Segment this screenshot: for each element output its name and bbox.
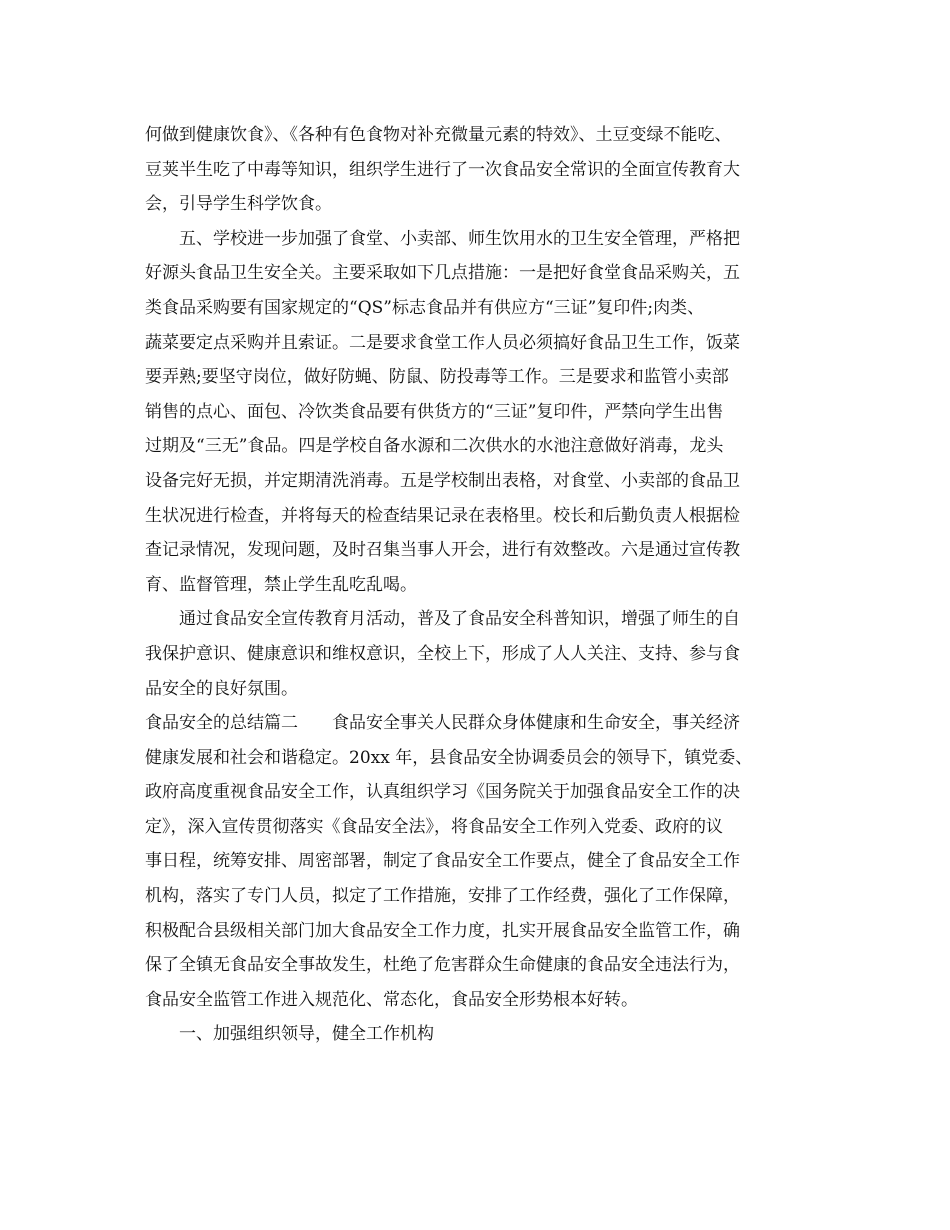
text-line-21: 定》，深入宣传贯彻落实《食品安全法》，将食品安全工作列入党委、政府的议 — [145, 816, 723, 837]
document-body — [145, 118, 810, 1052]
subsection-one-heading: 一、加强组织领导，健全工作机构 — [179, 1024, 434, 1045]
paragraph-summary-start: 通过食品安全宣传教育月活动，普及了食品安全科普知识，增强了师生的自 — [179, 609, 740, 630]
text-line-20: 政府高度重视食品安全工作，认真组织学习《国务院关于加强食品安全工作的决 — [145, 782, 740, 803]
text-line-26: 食品安全监管工作进入规范化、常态化，食品安全形势根本好转。 — [145, 989, 638, 1010]
text-line-23: 机构，落实了专门人员，拟定了工作措施，安排了工作经费，强化了工作保障， — [145, 886, 740, 907]
text-line-19: 健康发展和社会和谐稳定。20xx 年，县食品安全协调委员会的领导下，镇党委、 — [145, 747, 753, 768]
text-line-13: 查记录情况，发现问题，及时召集当事人开会，进行有效整改。六是通过宣传教 — [145, 540, 740, 561]
text-line-3: 会，引导学生科学饮食。 — [145, 194, 332, 215]
text-line-2: 豆荚半生吃了中毒等知识，组织学生进行了一次食品安全常识的全面宣传教育大 — [145, 159, 740, 180]
text-line-6: 类食品采购要有国家规定的“QS”标志食品并有供应方“三证”复印件;肉类、 — [145, 297, 705, 318]
text-line-8: 要弄熟;要坚守岗位，做好防蝇、防鼠、防投毒等工作。三是要求和监管小卖部 — [145, 367, 729, 388]
text-line-11: 设备完好无损，并定期清洗消毒。五是学校制出表格，对食堂、小卖部的食品卫 — [145, 470, 740, 491]
text-line-16: 我保护意识、健康意识和维权意识，全校上下，形成了人人关注、支持、参与食 — [145, 643, 740, 664]
text-line-17: 品安全的良好氛围。 — [145, 678, 298, 699]
text-line-24: 积极配合县级相关部门加大食品安全工作力度，扎实开展食品安全监管工作，确 — [145, 920, 740, 941]
text-line-25: 保了全镇无食品安全事故发生，杜绝了危害群众生命健康的食品安全违法行为， — [145, 955, 740, 976]
text-line-12: 生状况进行检查，并将每天的检查结果记录在表格里。校长和后勤负责人根据检 — [145, 505, 740, 526]
text-line-1: 何做到健康饮食》、《各种有色食物对补充微量元素的特效》、土豆变绿不能吃、 — [145, 125, 732, 145]
text-line-14: 育、监督管理，禁止学生乱吃乱喝。 — [145, 574, 417, 595]
paragraph-five-start: 五、学校进一步加强了食堂、小卖部、师生饮用水的卫生安全管理，严格把 — [179, 228, 740, 249]
section-two-heading-line: 食品安全的总结篇二 食品安全事关人民群众身体健康和生命安全，事关经济 — [145, 713, 740, 734]
text-line-22: 事日程，统筹安排、周密部署，制定了食品安全工作要点，健全了食品安全工作 — [145, 851, 740, 872]
text-line-5: 好源头食品卫生安全关。主要采取如下几点措施：一是把好食堂食品采购关，五 — [145, 263, 740, 284]
text-line-10: 过期及“三无”食品。四是学校自备水源和二次供水的水池注意做好消毒，龙头 — [145, 436, 724, 457]
text-line-7: 蔬菜要定点采购并且索证。二是要求食堂工作人员必须搞好食品卫生工作，饭菜 — [145, 332, 740, 353]
text-line-9: 销售的点心、面包、冷饮类食品要有供货方的“三证”复印件，严禁向学生出售 — [145, 401, 724, 422]
